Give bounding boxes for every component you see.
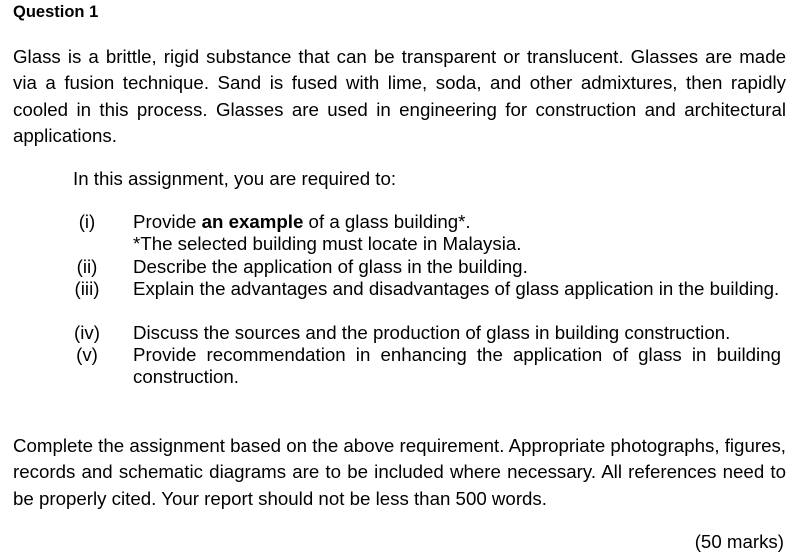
task-text-part: Provide	[133, 211, 202, 232]
task-text: Describe the application of glass in the building.	[133, 256, 528, 277]
task-text: Discuss the sources and the production of glass in building construction.	[133, 322, 731, 343]
question-title: Question 1	[13, 3, 99, 21]
task-text: Explain the advantages and disadvantages of glass application in the building.	[133, 278, 780, 299]
closing-paragraph: Complete the assignment based on the above requirement. Appropriate photographs, figures, records and schematic diagrams are to be included where necessary. All references need to be properly cited. Your report should not be less than 500 words.	[13, 435, 786, 509]
assignment-intro: In this assignment, you are required to:	[73, 168, 397, 189]
task-text-bold: an example	[201, 211, 304, 232]
task-number: (ii)	[76, 256, 98, 277]
intro-paragraph: Glass is a brittle, rigid substance that can be transparent or translucent. Glasses are made via a fusion technique. Sand is fused with lime, soda, and other admixtures, then rapidly cooled in this process. Glasses are used in engineering for construction and architectural applications.	[13, 46, 786, 146]
task-number: (iv)	[74, 322, 100, 343]
task-note: *The selected building must locate in Malaysia.	[133, 233, 522, 254]
task-number: (i)	[78, 211, 96, 232]
marks-label: (50 marks)	[694, 531, 784, 552]
task-text: Provide recommendation in enhancing the application of glass in building construction.	[133, 344, 781, 387]
task-text-part: of a glass building*.	[303, 211, 471, 232]
task-text	[133, 211, 781, 233]
task-number: (iii)	[74, 278, 100, 299]
task-number: (v)	[76, 344, 98, 365]
